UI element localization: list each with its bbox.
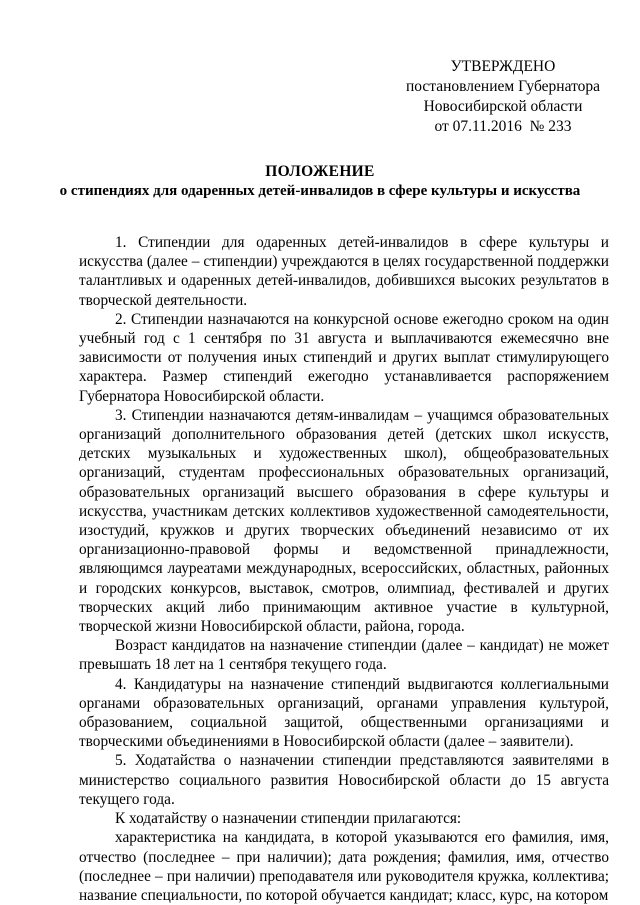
document-body (79, 233, 609, 905)
paragraph-5: 5. Ходатайства о назначении стипендии представляются заявителями в министерство социального развития Новосибирской области до 15 августа текущего года. (79, 752, 609, 808)
paragraph-3: 3. Стипендии назначаются детям-инвалидам – учащимся образовательных организаций дополнительного образования детей (детских школ искусств, детских музыкальных и художественных школ), общеобразовательных организаций, студентам профессиональных образовательных организаций, образовательных организаций высшего образования в сфере культуры и искусства, участникам детских коллективов художественной самодеятельности, изостудий, кружков и других творческих объединений независимо от их организационно-правовой формы и ведомственной принадлежности, являющимся лауреатами международных, всероссийских, областных, районных и городских конкурсов, выставок, смотров, олимпиад, фестивалей и других творческих акций либо принимающим активное участие в культурной, творческой жизни Новосибирской области, района, города. (79, 406, 609, 636)
paragraph-attachments: К ходатайству о назначении стипендии прилагаются: (115, 810, 462, 828)
paragraph-age-limit: Возраст кандидатов на назначение стипендии (далее – кандидат) не может превышать 18 лет на 1 сентября текущего года. (79, 637, 609, 674)
paragraph-4: 4. Кандидатуры на назначение стипендий выдвигаются коллегиальными органами образовательных организаций, органами управления культурой, образованием, социальной защитой, общественными организациями и творческими объединениями в Новосибирской области (далее – заявители). (79, 675, 609, 751)
approval-stamp (398, 57, 608, 137)
paragraph-2: 2. Стипендии назначаются на конкурсной основе ежегодно сроком на один учебный год с 1 сентября по 31 августа и выплачиваются ежемесячно вне зависимости от получения иных стипендий и других выплат стимулирующего характера. Размер стипендий ежегодно устанавливается распоряжением Губернатора Новосибирской области. (79, 310, 609, 405)
paragraph-1: 1. Стипендии для одаренных детей-инвалидов в сфере культуры и искусства (далее – стипендии) учреждаются в целях государственной поддержки талантливых и одаренных детей-инвалидов, добившихся высоких результатов в творческой деятельности. (79, 234, 609, 309)
document-subtitle: о стипендиях для одаренных детей-инвалидов в сфере культуры и искусства (59, 183, 581, 199)
approval-date-number: от 07.11.2016 № 233 (434, 118, 572, 135)
approval-title: УТВЕРЖДЕНО (450, 58, 556, 75)
paragraph-characteristic: характеристика на кандидата, в которой указываются его фамилия, имя, отчество (последнее – при наличии); дата рождения; фамилия, имя, отчество (последнее – при наличии) преподавателя или руководителя кружка, коллектива; название специальности, по которой обучается кандидат; класс, курс, на котором (79, 829, 609, 904)
approval-authority: постановлением Губернатора (405, 78, 601, 95)
approval-region: Новосибирской области (423, 98, 583, 115)
document-title: ПОЛОЖЕНИЕ (265, 163, 375, 180)
